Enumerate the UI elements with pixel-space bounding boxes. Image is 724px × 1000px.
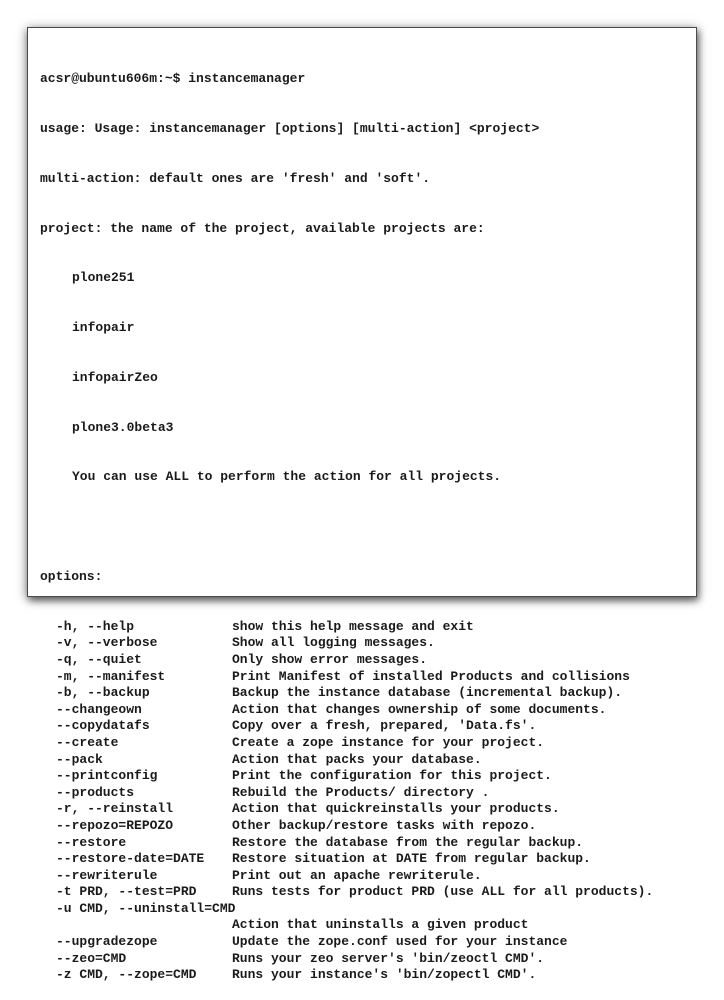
project-item: plone3.0beta3	[72, 419, 174, 435]
project-item: infopair	[72, 320, 135, 336]
option-flag: -m, --manifest	[56, 668, 166, 684]
multi-action-line: multi-action: default ones are 'fresh' and 'soft'.	[40, 170, 431, 186]
option-description: Restore situation at DATE from regular backup.	[232, 851, 591, 867]
project-item: plone251	[72, 270, 135, 286]
options-list	[40, 619, 653, 984]
option-description: Restore the database from the regular backup.	[232, 834, 584, 850]
option-flag: -z CMD, --zope=CMD	[56, 967, 197, 983]
option-row	[40, 901, 653, 918]
option-description: Only show error messages.	[232, 651, 428, 667]
option-row	[40, 835, 653, 852]
option-description: show this help message and exit	[232, 618, 474, 634]
project-line: project: the name of the project, available projects are:	[40, 220, 485, 236]
option-row	[40, 967, 653, 984]
option-description: Runs tests for product PRD (use ALL for all products).	[232, 884, 654, 900]
option-row	[40, 619, 653, 636]
option-flag: --printconfig	[56, 768, 158, 784]
terminal-output	[40, 38, 653, 1000]
option-flag: --rewriterule	[56, 867, 158, 883]
option-row	[40, 685, 653, 702]
option-description: Action that packs your database.	[232, 751, 482, 767]
all-projects-note: You can use ALL to perform the action for all projects.	[72, 469, 502, 485]
option-flag: --zeo=CMD	[56, 950, 127, 966]
blank-line	[40, 519, 653, 536]
option-flag: --upgradezope	[56, 934, 158, 950]
option-description: Other backup/restore tasks with repozo.	[232, 817, 537, 833]
option-row	[40, 884, 653, 901]
option-row	[40, 951, 653, 968]
option-flag: -u CMD, --uninstall=CMD	[56, 900, 236, 916]
option-row	[40, 785, 653, 802]
option-flag: -r, --reinstall	[56, 801, 174, 817]
option-description: Backup the instance database (incremental backup).	[232, 685, 623, 701]
prompt-line: acsr@ubuntu606m:~$ instancemanager	[40, 71, 306, 87]
option-description: Print out an apache rewriterule.	[232, 867, 482, 883]
option-row	[40, 934, 653, 951]
option-row	[40, 635, 653, 652]
option-flag: -b, --backup	[56, 685, 150, 701]
option-description: Update the zope.conf used for your instance	[232, 934, 568, 950]
option-flag: --repozo=REPOZO	[56, 817, 174, 833]
option-description: Print Manifest of installed Products and collisions	[232, 668, 630, 684]
option-flag: --changeown	[56, 701, 142, 717]
options-header: options:	[40, 569, 103, 584]
option-description: Rebuild the Products/ directory .	[232, 784, 490, 800]
option-description: Runs your zeo server's 'bin/zeoctl CMD'.	[232, 950, 545, 966]
option-flag: --restore-date=DATE	[56, 851, 205, 867]
option-row	[40, 752, 653, 769]
option-row	[40, 652, 653, 669]
option-description: Copy over a fresh, prepared, 'Data.fs'.	[232, 718, 537, 734]
option-row	[40, 669, 653, 686]
option-description: Show all logging messages.	[232, 635, 435, 651]
option-flag: -v, --verbose	[56, 635, 158, 651]
project-item: infopairZeo	[72, 369, 158, 385]
option-description: Action that quickreinstalls your products.	[232, 801, 560, 817]
option-flag: -q, --quiet	[56, 651, 142, 667]
option-row	[40, 735, 653, 752]
option-flag: -t PRD, --test=PRD	[56, 884, 197, 900]
option-row	[40, 851, 653, 868]
option-flag: --restore	[56, 834, 127, 850]
option-row	[40, 917, 653, 934]
option-row	[40, 801, 653, 818]
option-row	[40, 768, 653, 785]
option-flag: -h, --help	[56, 618, 135, 634]
option-description: Runs your instance's 'bin/zopectl CMD'.	[232, 967, 537, 983]
usage-line: usage: Usage: instancemanager [options] [multi-action] <project>	[40, 120, 540, 136]
option-row	[40, 868, 653, 885]
option-description: Action that changes ownership of some documents.	[232, 701, 607, 717]
option-description: Print the configuration for this project.	[232, 768, 552, 784]
option-flag: --create	[56, 734, 119, 750]
option-row	[40, 718, 653, 735]
option-flag: --pack	[56, 751, 103, 767]
option-description: Create a zope instance for your project.	[232, 734, 545, 750]
option-row	[40, 818, 653, 835]
option-description: Action that uninstalls a given product	[232, 917, 529, 933]
option-row	[40, 702, 653, 719]
option-flag: --copydatafs	[56, 718, 150, 734]
option-flag: --products	[56, 784, 135, 800]
